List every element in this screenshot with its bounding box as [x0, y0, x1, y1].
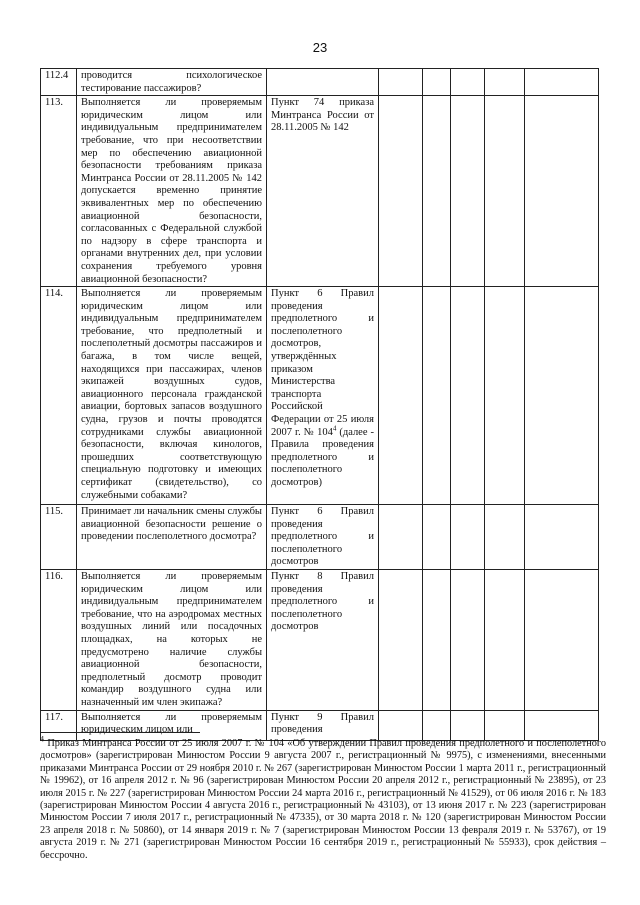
reference-text: Пункт 74 приказа Минтранса России от 28.11.2005 № 142	[267, 96, 379, 287]
blank-cell	[525, 710, 599, 740]
requirement-text: Выполняется ли проверяемым юридическим лицом или	[77, 710, 267, 740]
blank-cell	[379, 96, 423, 287]
reference-text	[267, 69, 379, 96]
blank-cell	[525, 96, 599, 287]
reference-text: Пункт 6 Правил проведения предполетного и послеполетного досмотров	[267, 505, 379, 570]
footnote-marker: 4	[332, 424, 337, 433]
blank-cell	[525, 287, 599, 505]
footnote-separator	[40, 732, 200, 733]
page-number: 23	[312, 40, 328, 55]
blank-cell	[379, 710, 423, 740]
blank-cell	[485, 505, 525, 570]
footnote	[40, 734, 606, 862]
row-number: 114.	[41, 287, 77, 505]
row-number: 117.	[41, 710, 77, 740]
blank-cell	[423, 505, 451, 570]
blank-cell	[451, 570, 485, 711]
footnote-text: Приказ Минтранса России от 25 июля 2007 г. № 104 «Об утверждении Правил проведения предполетного и послеполетного досмотров» (зарегистрирован Минюстом России 9 августа 2007 г., регистрационный № 9975), с изменениями, внесенными приказами Минтранса России от 29 ноября 2010 г. № 267 (зарегистрирован Минюстом России 1 марта 2011 г., регистрационный № 19962), от 16 апреля 2012 г. № 96 (зарегистрирован Минюстом России 20 апреля 2012 г., регистрационный № 23895), от 23 июля 2015 г. № 227 (зарегистрирован Минюстом России 24 марта 2016 г., регистрационный № 41529), от 06 июля 2016 г. № 183 (зарегистрирован Минюстом России 4 августа 2016 г., регистрационный № 43103), от 13 июня 2017 г. № 223 (зарегистрирован Минюстом России 7 июля 2017 г., регистрационный № 47335), от 30 марта 2018 г. № 120 (зарегистрирован Минюстом России 23 апреля 2018 г. № 50860), от 14 января 2019 г. № 7 (зарегистрирован Минюстом России 13 февраля 2019 г. № 53767), от 19 августа 2019 г. № 271 (зарегистрирован Минюстом России 16 сентября 2019 г., регистрационный № 55933), срок действия – бессрочно.	[40, 738, 606, 861]
blank-cell	[423, 287, 451, 505]
table-row	[41, 69, 599, 96]
blank-cell	[379, 69, 423, 96]
blank-cell	[423, 710, 451, 740]
reference-text: Пункт 8 Правил проведения предполетного и послеполетного досмотров	[267, 570, 379, 711]
footnote-marker: 4	[40, 734, 44, 744]
blank-cell	[485, 96, 525, 287]
blank-cell	[451, 505, 485, 570]
blank-cell	[423, 96, 451, 287]
blank-cell	[451, 287, 485, 505]
reference-text: Пункт 9 Правил проведения	[267, 710, 379, 740]
reference-text-part: Пункт 6 Правил проведения предполетного и послеполетного досмотров, утверждённых приказом Министерства транспорта Российской Федерации от 25 июля 2007 г. № 104	[271, 288, 374, 438]
row-number: 112.4	[41, 69, 77, 96]
blank-cell	[485, 710, 525, 740]
blank-cell	[451, 710, 485, 740]
table-row	[41, 96, 599, 287]
blank-cell	[525, 505, 599, 570]
blank-cell	[485, 69, 525, 96]
blank-cell	[423, 570, 451, 711]
row-number: 115.	[41, 505, 77, 570]
reference-text-part: (далее - Правила проведения предполетного и послеполетного досмотров)	[271, 426, 374, 488]
requirement-text: Выполняется ли проверяемым юридическим лицом или индивидуальным предпринимателем требование, что на аэродромах местных воздушных линий или посадочных площадках, на которых не предусмотрено наличие службы авиационной безопасности, предполетный досмотр проводит командир воздушного судна или назначенный им член экипажа?	[77, 570, 267, 711]
table-row	[41, 710, 599, 740]
row-number: 116.	[41, 570, 77, 711]
requirement-text: Выполняется ли проверяемым юридическим лицом или индивидуальным предпринимателем требование, что при несоответствии мер по обеспечению авиационной безопасности требованиям приказа Минтранса России от 28.11.2005 № 142 допускается временно принятие эквивалентных мер по обеспечению авиационной безопасности, согласованных с Федеральной службой по надзору в сфере транспорта и органами внутренних дел, при условии сохранения требуемого уровня авиационной безопасности?	[77, 96, 267, 287]
requirement-text: проводится психологическое тестирование пассажиров?	[77, 69, 267, 96]
blank-cell	[379, 287, 423, 505]
checklist-table	[40, 68, 599, 741]
blank-cell	[485, 287, 525, 505]
blank-cell	[525, 570, 599, 711]
table-row	[41, 287, 599, 505]
blank-cell	[451, 96, 485, 287]
requirement-text: Выполняется ли проверяемым юридическим лицом или индивидуальным предпринимателем требование, что предполетный и послеполетный досмотры пассажиров и багажа, в том числе вещей, находящихся при пассажирах, членов экипажей воздушных судов, авиационного персонала гражданской авиации, бортовых запасов воздушного судна, грузов и почты проводятся сотрудниками службы авиационной безопасности, включая кинологов, прошедших соответствующую специальную подготовку и имеющих сертификат (свидетельство), со служебными собаками?	[77, 287, 267, 505]
requirement-text: Принимает ли начальник смены службы авиационной безопасности решение о проведении послеполетного досмотра?	[77, 505, 267, 570]
row-number: 113.	[41, 96, 77, 287]
reference-text	[267, 287, 379, 505]
blank-cell	[485, 570, 525, 711]
table-row	[41, 570, 599, 711]
blank-cell	[423, 69, 451, 96]
blank-cell	[379, 505, 423, 570]
blank-cell	[525, 69, 599, 96]
blank-cell	[379, 570, 423, 711]
table-row	[41, 505, 599, 570]
blank-cell	[451, 69, 485, 96]
